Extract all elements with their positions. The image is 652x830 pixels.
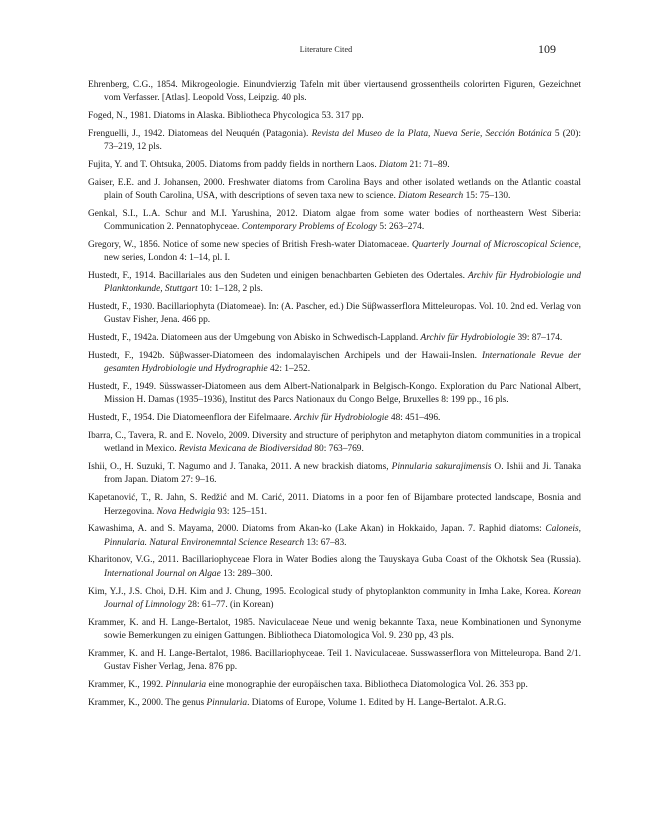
- reference-journal: Pinnularia: [165, 679, 207, 690]
- reference-text: Genkal, S.I., L.A. Schur and M.I. Yarushina, 2012. Diatom algae from some water bodies of northeastern West Siberia: Communication 2. Pennatophyceae.: [88, 208, 581, 233]
- reference-journal: Contemporary Problems of Ecology: [241, 222, 378, 233]
- reference-text: Gregory, W., 1856. Notice of some new species of British Fresh-water Diatomaceae.: [88, 239, 412, 250]
- reference-entry: [88, 617, 581, 644]
- reference-text: Ishii, O., H. Suzuki, T. Nagumo and J. Tanaka, 2011. A new brackish diatoms,: [88, 462, 392, 473]
- reference-entry: [88, 381, 581, 408]
- reference-details: . Diatoms of Europe, Volume 1. Edited by H. Lange-Bertalot. A.R.G.: [247, 697, 507, 708]
- reference-journal: Korean Journal of Limnology: [104, 586, 581, 610]
- reference-details: 5: 263–274.: [377, 222, 425, 233]
- reference-details: 48: 451–496.: [388, 413, 441, 424]
- reference-text: Krammer, K. and H. Lange-Bertalot, 1985. Naviculaceae Neue und wenig bekannte Taxa, neue Kombinationen und Synonyme sowie Bemerkungen zu einigen Gattungen. Bibliotheca Diatomologica Vol. 9. 230 pp, 43 pls.: [88, 617, 581, 641]
- reference-journal: Caloneis, Pinnularia. Natural Environemntal Science Research: [104, 524, 581, 548]
- reference-text: Hustedt, F., 1949. Süsswasser-Diatomeen aus dem Albert-Nationalpark in Belgisch-Kongo. Exploration du Parc National Albert, Mission H. Damas (1935–1936), Institut des Parcs Nationaux du Congo Belge, Bruxelles 8: 199 pp., 16 pls.: [88, 382, 581, 406]
- reference-entry: [88, 679, 581, 692]
- reference-entry: [88, 79, 581, 106]
- reference-entry: [88, 128, 581, 155]
- reference-entry: [88, 159, 581, 172]
- reference-text: Frenguelli, J., 1942. Diatomeas del Neuquén (Patagonia).: [88, 128, 312, 139]
- reference-text: Krammer, K. and H. Lange-Bertalot, 1986. Bacillariophyceae. Teil 1. Naviculaceae. Susswasserflora von Mitteleuropa. Band 2/1. Gustav Fisher Verlag, Jena. 876 pp.: [88, 648, 581, 672]
- reference-entry: [88, 430, 581, 457]
- reference-entry: [88, 492, 581, 519]
- reference-text: Hustedt, F., 1914. Bacillariales aus den Sudeten und einigen benachbarten Gebieten des Odertales.: [88, 271, 469, 282]
- page-number: 109: [538, 42, 556, 56]
- reference-text: Gaiser, E.E. and J. Johansen, 2000. Freshwater diatoms from Carolina Bays and other isolated wetlands on the Atlantic coastal plain of South Carolina, USA, with descriptions of seven taxa new to science.: [88, 177, 581, 202]
- reference-journal: Archiv für Hydrobiologie und Planktonkunde, Stuttgart: [104, 271, 581, 295]
- reference-text: Kharitonov, V.G., 2011. Bacillariophyceae Flora in Water Bodies along the Tauyskaya Guba Coast of the Okhotsk Sea (Russia).: [88, 555, 581, 566]
- reference-journal: Pinnularia: [206, 697, 248, 708]
- reference-entry: [88, 461, 581, 488]
- reference-details: 42: 1–252.: [267, 364, 311, 375]
- reference-entry: [88, 208, 581, 235]
- reference-details: 93: 125–151.: [215, 506, 268, 517]
- reference-entry: [88, 350, 581, 377]
- reference-details: 80: 763–769.: [312, 444, 364, 455]
- reference-details: 13: 289–300.: [220, 568, 273, 579]
- reference-details: , new series, London 4: 1–14, pl. I.: [104, 239, 581, 264]
- reference-journal: Archiv für Hydrobiologie: [293, 413, 389, 424]
- reference-details: 10: 1–128, 2 pls.: [197, 284, 263, 295]
- reference-text: Kapetanović, T., R. Jahn, S. Redžić and M. Carić, 2011. Diatoms in a poor fen of Bijambare protected landscape, Bosnia and Herzegovina.: [88, 493, 581, 517]
- reference-entry: [88, 110, 581, 123]
- reference-journal: Diatom: [379, 159, 408, 170]
- reference-entry: [88, 332, 581, 345]
- reference-text: Hustedt, F., 1930. Bacillariophyta (Diatomeae). In: (A. Pascher, ed.) Die Süβwasserflora Mitteleuropas. Vol. 10. 2nd ed. Verlag von Gustav Fisher, Jena. 466 pp.: [88, 302, 581, 326]
- reference-text: Hustedt, F., 1942a. Diatomeen aus der Umgebung von Abisko in Schwedisch-Lappland.: [88, 333, 421, 344]
- reference-journal: Revista del Museo de la Plata, Nueva Serie, Sección Botánica: [311, 128, 552, 139]
- reference-entry: [88, 648, 581, 675]
- reference-entry: [88, 697, 581, 710]
- reference-details: 21: 71–89.: [407, 159, 450, 170]
- reference-entry: [88, 239, 581, 266]
- reference-details: 39: 87–174.: [515, 333, 563, 344]
- reference-text: Krammer, K., 1992.: [88, 679, 166, 690]
- reference-text: Ibarra, C., Tavera, R. and E. Novelo, 2009. Diversity and structure of periphyton and metaphyton diatom communities in a tropical wetland in Mexico.: [88, 431, 581, 455]
- reference-text: Krammer, K., 2000. The genus: [88, 697, 207, 708]
- reference-list: [88, 79, 581, 714]
- reference-text: Kim, Y.J., J.S. Choi, D.H. Kim and J. Chung, 1995. Ecological study of phytoplankton community in Imha Lake, Korea.: [88, 586, 554, 597]
- reference-journal: International Journal on Algae: [104, 568, 221, 579]
- reference-entry: [88, 177, 581, 204]
- reference-journal: Internationale Revue der gesamten Hydrobiologie und Hydrographie: [104, 351, 582, 375]
- reference-text: Hustedt, F., 1942b. Süβwasser-Diatomeen des indomalayischen Archipels und der Hawaii-Inslen.: [88, 351, 482, 362]
- reference-text: Foged, N., 1981. Diatoms in Alaska. Bibliotheca Phycologica 53. 317 pp.: [88, 111, 364, 122]
- reference-details: O. Ishii and Ji. Tanaka from Japan. Diatom 27: 9–16.: [104, 462, 581, 486]
- reference-journal: Nova Hedwigia: [156, 506, 216, 517]
- reference-journal: Revista Mexicana de Biodiversidad: [178, 444, 313, 455]
- reference-journal: Pinnularia sakurajimensis: [391, 462, 492, 473]
- reference-details: eine monographie der europäischen taxa. Bibliotheca Diatomologica Vol. 26. 353 pp.: [206, 679, 528, 690]
- reference-text: Hustedt, F., 1954. Die Diatomeenflora der Eifelmaare.: [88, 413, 294, 424]
- reference-text: Fujita, Y. and T. Ohtsuka, 2005. Diatoms from paddy fields in northern Laos.: [88, 159, 380, 170]
- running-title: Literature Cited: [299, 45, 353, 54]
- reference-journal: Archiv für Hydrobiologie: [420, 333, 516, 344]
- reference-details: 28: 61–77. (in Korean): [185, 599, 274, 610]
- reference-entry: [88, 412, 581, 425]
- reference-entry: [88, 523, 581, 550]
- reference-details: 15: 75–130.: [463, 191, 511, 202]
- reference-entry: [88, 586, 581, 613]
- reference-journal: Quarterly Journal of Microscopical Science: [411, 239, 579, 250]
- reference-journal: Diatom Research: [398, 191, 464, 202]
- reference-text: Kawashima, A. and S. Mayama, 2000. Diatoms from Akan-ko (Lake Akan) in Hokkaido, Japan. 7. Raphid diatoms:: [88, 524, 546, 535]
- reference-details: 13: 67–83.: [304, 537, 347, 548]
- reference-entry: [88, 301, 581, 328]
- reference-text: Ehrenberg, C.G., 1854. Mikrogeologie. Einundvierzig Tafeln mit über viertausend grossentheils colorirten Figuren, Gezeichnet vom Verfasser. [Atlas]. Leopold Voss, Leipzig. 40 pls.: [88, 80, 581, 104]
- reference-entry: [88, 270, 581, 297]
- reference-entry: [88, 554, 581, 581]
- reference-details: 5 (20): 73–219, 12 pls.: [104, 128, 581, 153]
